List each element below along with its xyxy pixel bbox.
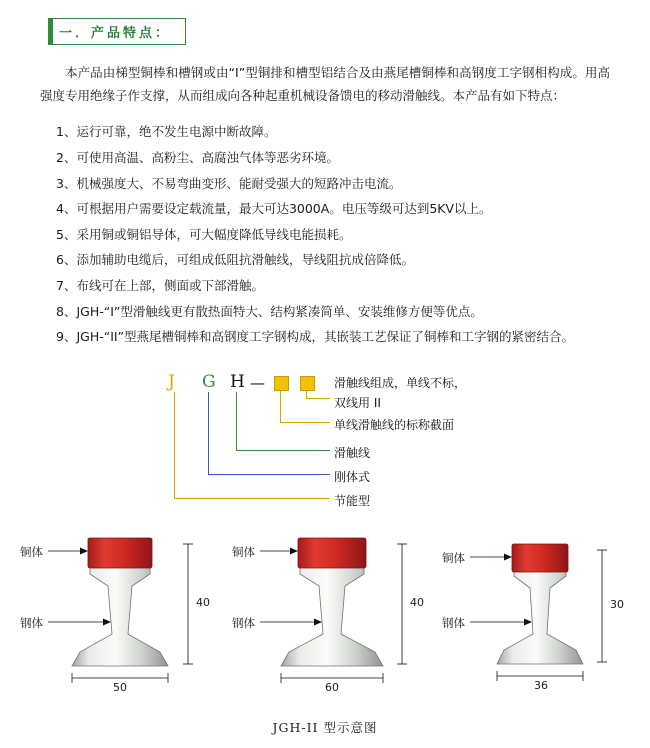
copper-label: 铜体	[20, 544, 43, 559]
naming-label-hxx: 滑触线	[334, 445, 371, 460]
section-heading-wrap	[48, 18, 186, 45]
list-item: 4、可根据用户需要设定载流量，最大可达3000A。电压等级可达到5KV以上。	[56, 201, 492, 217]
width-dimension: 36	[534, 678, 548, 692]
naming-letter-g: G	[202, 371, 216, 392]
naming-dash: —	[250, 373, 265, 392]
naming-label-composition: 滑触线组成，单线不标，	[334, 375, 467, 390]
feature-list	[56, 119, 610, 350]
steel-label: 钢体	[20, 615, 43, 630]
naming-label-double: 双线用 II	[334, 395, 381, 410]
naming-box-2	[300, 376, 315, 391]
figure-caption: JGH-II 型示意图	[272, 720, 378, 735]
list-item: 2、可使用高温、高粉尘、高腐浊气体等恶劣环境。	[56, 149, 339, 165]
list-item: 7、布线可在上部，侧面或下部滑触。	[56, 278, 264, 293]
leader-g-vertical	[208, 392, 209, 474]
naming-letter-h: H	[230, 371, 245, 392]
list-item: 8、JGH-“I”型滑触线更有散热面特大、结构紧凑简单、安装维修方便等优点。	[56, 303, 483, 319]
naming-box-1	[274, 376, 289, 391]
naming-label-rigid: 刚体式	[334, 469, 371, 484]
list-item: 3、机械强度大、不易弯曲变形、能耐受强大的短路冲击电流。	[56, 175, 402, 191]
naming-label-energy: 节能型	[334, 493, 371, 508]
leader-box2-horizontal	[306, 398, 330, 399]
steel-label: 钢体	[232, 615, 255, 630]
list-item: 1、运行可靠，绝不发生电源中断故障。	[56, 124, 277, 140]
leader-j-vertical	[174, 392, 175, 498]
leader-j-horizontal	[174, 498, 330, 499]
model-naming-diagram	[0, 372, 650, 512]
leader-h-vertical	[236, 392, 237, 450]
list-item: 9、JGH-“II”型燕尾槽铜棒和高钢度工字钢构成，其嵌装工艺保证了铜棒和工字钢的紧密结合。	[56, 329, 575, 345]
leader-box1-horizontal	[280, 422, 330, 423]
steel-label: 钢体	[442, 615, 465, 630]
rail-profile-1	[20, 526, 220, 706]
list-item: 6、添加辅助电缆后，可组成低阻抗滑触线，导线阻抗成倍降低。	[56, 252, 414, 268]
rail-figure-group	[0, 526, 650, 726]
naming-letter-j: J	[168, 371, 175, 392]
rail-figure-1	[20, 526, 220, 726]
height-dimension: 40	[196, 595, 210, 609]
height-dimension: 30	[610, 597, 624, 611]
naming-label-section: 单线滑触线的标称截面	[334, 417, 455, 432]
rail-figure-2	[232, 526, 432, 726]
leader-g-horizontal	[208, 474, 330, 475]
copper-label: 铜体	[232, 544, 255, 559]
rail-profile-2	[232, 526, 432, 706]
leader-box1-vertical	[280, 390, 281, 422]
height-dimension: 40	[410, 595, 424, 609]
copper-label: 铜体	[442, 550, 465, 565]
list-item: 5、采用铜或铜铝导体，可大幅度降低导线电能损耗。	[56, 226, 352, 242]
rail-figure-3	[440, 526, 640, 726]
intro-paragraph: 本产品由梯型铜棒和槽钢或由“I”型铜排和槽型铝结合及由燕尾槽铜棒和高钢度工字钢相构成。用高强度专用绝缘子作支撑，从而组成向各种起重机械设备馈电的移动滑触线。本产品有如下特点：	[40, 65, 610, 104]
leader-box2-vertical	[306, 390, 307, 398]
leader-h-horizontal	[236, 450, 330, 451]
width-dimension: 50	[113, 680, 127, 694]
width-dimension: 60	[325, 680, 339, 694]
section-heading: 一．产品特点：	[48, 18, 186, 45]
